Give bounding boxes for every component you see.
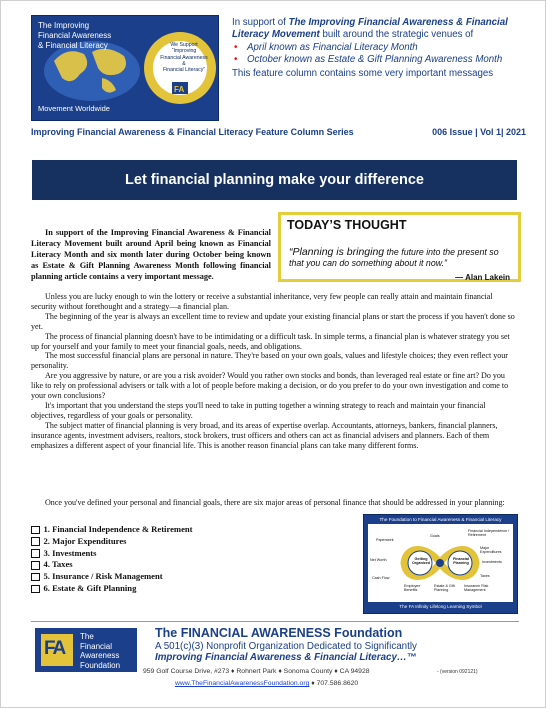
checkbox-icon: [31, 561, 40, 570]
diagram-center-right: Financial Planning: [453, 557, 469, 566]
venue-item: • October known as Estate & Gift Planning Awareness Month: [232, 54, 532, 66]
diagram-label: Paperwork: [376, 538, 394, 542]
diagram-label: Goals: [430, 534, 440, 538]
series-name: Improving Financial Awareness & Financial Literacy Feature Column Series: [31, 127, 354, 137]
checkbox-icon: [31, 537, 40, 546]
goal-item: 5. Insurance / Risk Management: [31, 571, 193, 583]
diagram-label: Estate & Gift Planning: [434, 584, 455, 593]
diagram-label: Investments: [482, 560, 502, 564]
foundation-mission: Improving Financial Awareness & Financial Literacy…™: [155, 652, 417, 663]
diagram-label: Major Expenditures: [480, 546, 502, 555]
foundation-contact: [175, 680, 358, 687]
svg-text:FA: FA: [174, 85, 185, 94]
venue-item: • April known as Financial Literacy Month: [232, 42, 532, 54]
diagram-canvas: [368, 524, 513, 602]
goal-checklist: [31, 524, 193, 595]
goals-intro: Once you've defined your personal and financial goals, there are six major areas of personal finance that should be addressed in your planning:: [45, 498, 505, 507]
foundation-name: The FINANCIAL AWARENESS Foundation: [155, 626, 403, 640]
foundation-tagline: A 501(c)(3) Nonprofit Organization Dedicated to Significantly: [155, 641, 417, 652]
logo-footer: Movement Worldwide: [38, 104, 110, 113]
body-paragraph: Unless you are lucky enough to win the lottery or receive a substantial inheritance, very few people can really attain and maintain financial security without forethought and a strategy—a financial plan.: [31, 292, 493, 311]
todays-thought-box: [278, 212, 521, 282]
lead-paragraph: In support of the Improving Financial Awareness & Financial Literacy Movement built around April being known as Financial Literacy Month and six month later during October being known as Estate & Gift Planning Awareness Month following financial planning article contains a very important message.: [31, 228, 271, 282]
intro-closing: This feature column contains some very important messages: [232, 68, 494, 79]
checkbox-icon: [31, 573, 40, 582]
thought-quote: “Planning is bringing the future into the present so that you can do something about it now.”: [289, 246, 499, 268]
diagram-label: Cash Flow: [372, 576, 390, 580]
thought-author: — Alan Lakein: [455, 273, 510, 282]
article-body: [31, 292, 519, 451]
diagram-label: Insurance Risk Management: [464, 584, 489, 593]
thought-heading: TODAY’S THOUGHT: [287, 218, 407, 232]
fa-logo-icon: FA: [41, 634, 73, 666]
body-paragraph: The process of financial planning doesn't have to be intimidating or a difficult task. In simple terms, a financial plan is whatever strategy you set up for yourself and your family to meet your financial goals, needs, and obligations.: [31, 331, 510, 351]
diagram-label: Taxes: [480, 574, 490, 578]
body-paragraph: The beginning of the year is always an excellent time to review and update your existing financial plans or start the process if you haven't done so yet.: [31, 311, 515, 331]
footer-divider: [31, 621, 519, 622]
body-paragraph: The subject matter of financial planning is very broad, and its areas of expertise overlap. Accountants, attorneys, bankers, financial planners, insurance agents, investment advisers, realtors, stock brokers, trust officers and others can act as financial advisers and planners. Each of them emphasizes a different aspect of your financial life. This is another reason financial plans can take many different forms.: [31, 420, 498, 450]
series-line: [31, 127, 526, 137]
diagram-footer: The FA Infinity Lifelong Learning Symbol: [399, 604, 482, 609]
diagram-title: The Foundation to Financial Awareness & Financial Literacy: [379, 517, 502, 522]
foundation-address: 959 Golf Course Drive, #273 ♦ Rohnert Park ♦ Sonoma County ♦ CA 94928: [143, 668, 370, 675]
body-paragraph: It's important that you understand the steps you'll need to take in putting together a winning strategy to reach and maintain your financial objectives, regardless of your goals or personality.: [31, 400, 486, 420]
foundation-logo: [35, 628, 137, 672]
intro-text: In support of The Improving Financial Awareness & Financial Literacy Movement built around the strategic venues of • April known as Financial Literacy Month • October known as Estate & Gift Planning Awareness Month This feature column contains some very important messages: [232, 17, 532, 80]
diagram-label: Financial Independence / Retirement: [468, 529, 510, 538]
movement-name: The Improving Financial Awareness & Financial Literacy Movement: [232, 17, 508, 40]
diagram-label: Net Worth: [370, 558, 387, 562]
diagram-label: Employee Benefits: [404, 584, 421, 593]
goal-item: 6. Estate & Gift Planning: [31, 583, 193, 595]
version-label: - (version 092121): [437, 669, 478, 675]
checkbox-icon: [31, 549, 40, 558]
checkbox-icon: [31, 526, 40, 535]
diagram-center-left: Getting Organized: [411, 557, 431, 566]
website-link[interactable]: www.TheFinancialAwarenessFoundation.org: [175, 680, 310, 687]
seal-text: We Support “Improving Financial Awareness & Financial Literacy”: [160, 42, 208, 74]
goal-item: 4. Taxes: [31, 559, 193, 571]
goal-item: 3. Investments: [31, 548, 193, 560]
body-paragraph: The most successful financial plans are personal in nature. They're based on your own goals, values and lifestyle choices; they even reflect your personality.: [31, 351, 508, 371]
issue-label: 006 Issue | Vol 1| 2021: [432, 127, 526, 137]
body-paragraph: Are you aggressive by nature, or are you a risk avoider? Would you rather own stocks and bonds, than leveraged real estate or fine art? Do you like to rely on professional advisers or talk with a lot of people before making a decision, or do you prefer to do your own investigation and come to your own conclusions?: [31, 371, 509, 401]
movement-logo: [31, 15, 219, 121]
venue-list: [232, 42, 532, 66]
article-title: Let financial planning make your difference: [32, 160, 517, 200]
logo-title: The Improving Financial Awareness & Financial Literacy: [38, 21, 112, 50]
foundation-logo-text: The Financial Awareness Foundation: [80, 632, 121, 670]
foundation-diagram: [363, 514, 518, 614]
checkbox-icon: [31, 585, 40, 594]
phone-number: ♦ 707.586.8620: [309, 680, 359, 687]
goal-item: 2. Major Expenditures: [31, 536, 193, 548]
goal-item: 1. Financial Independence & Retirement: [31, 524, 193, 536]
